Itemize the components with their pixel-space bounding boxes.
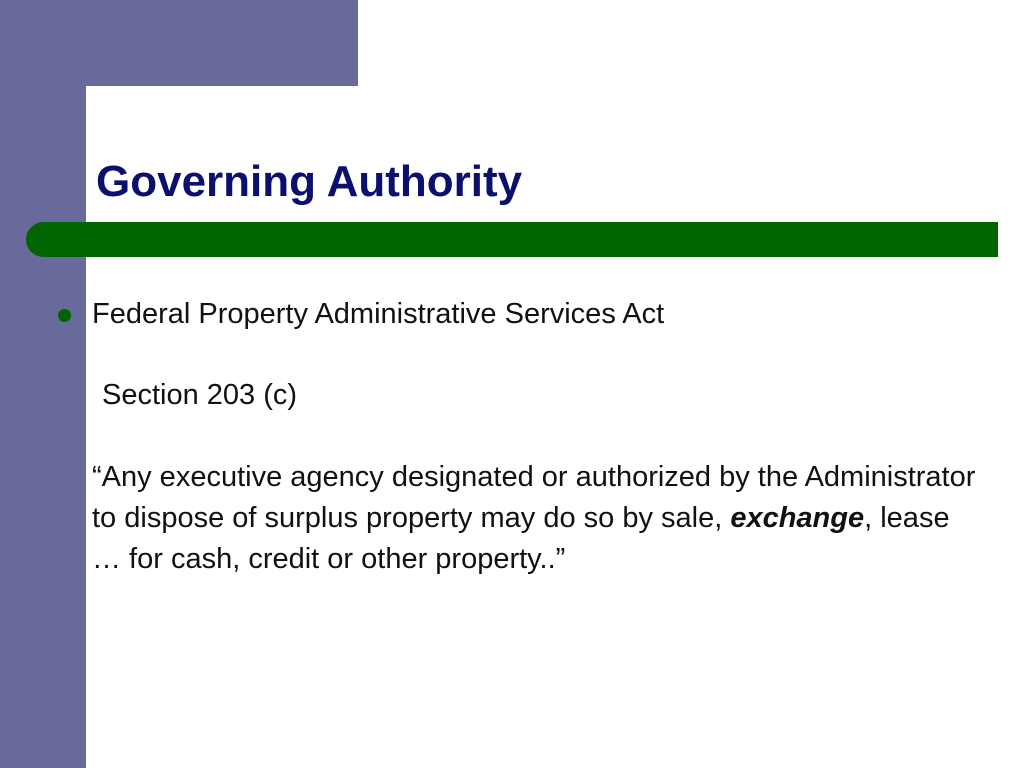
section-reference: Section 203 (c) [102,379,298,411]
bullet-icon [58,309,71,322]
quote-text-before: “Any executive agency designated or authorized by the Administrator to dispose of surplus property may do so by sale, [92,461,976,534]
quote-emphasis: exchange [730,502,865,534]
slide-title: Governing Authority [96,157,523,206]
statute-quote [92,457,982,580]
left-decorative-band [0,0,86,768]
top-decorative-band [0,0,358,86]
quote-text-after: , lease … for cash, credit or other property..” [92,502,950,575]
title-underline-bar [26,222,998,257]
bullet-heading: Federal Property Administrative Services Act [92,298,665,330]
